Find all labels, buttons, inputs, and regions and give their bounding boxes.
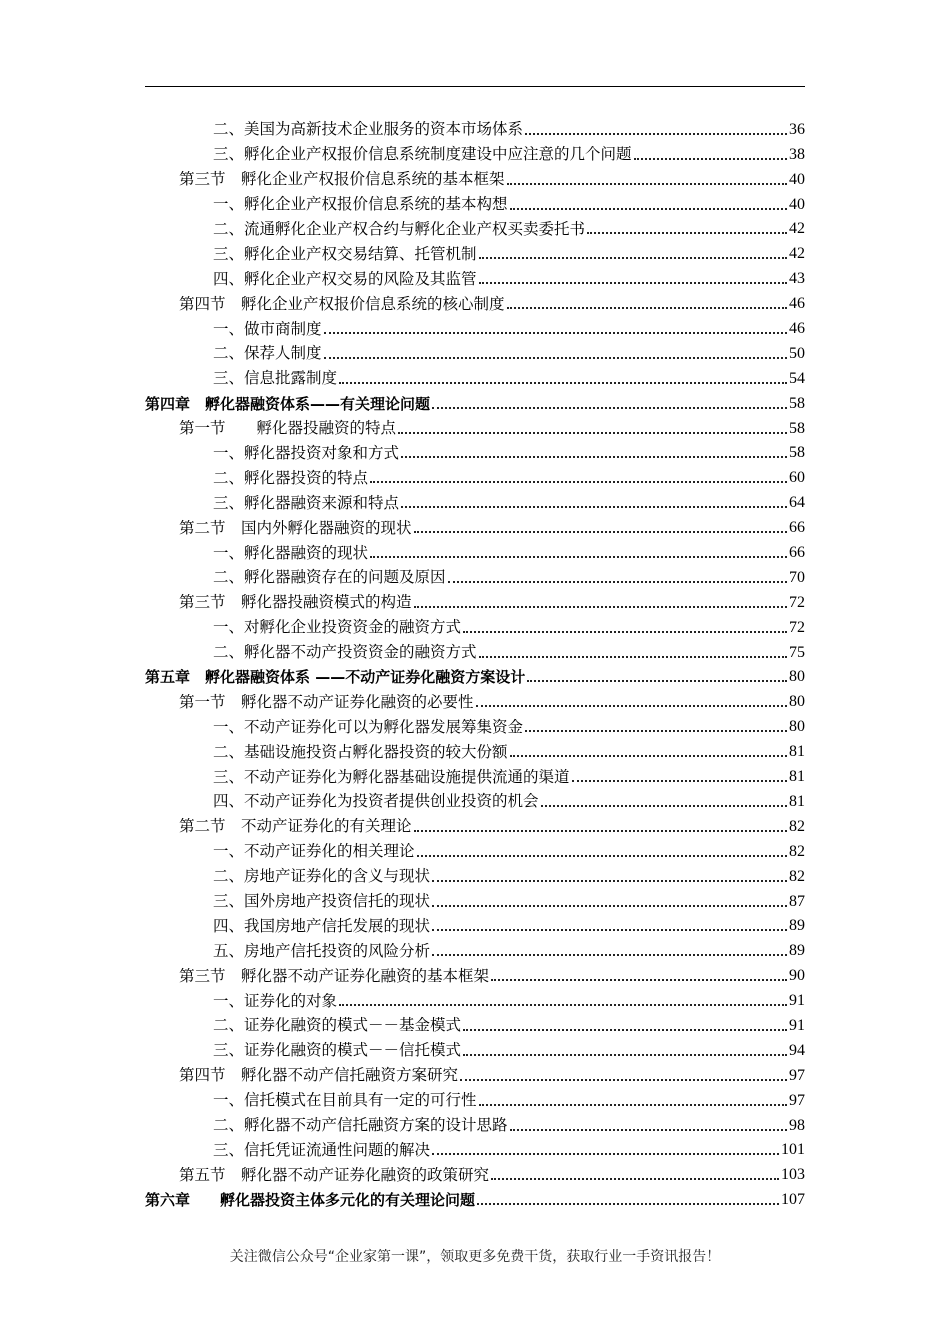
toc-entry-title: 第三节 孵化企业产权报价信息系统的基本框架 — [179, 170, 505, 189]
toc-entry-title: 一、孵化企业产权报价信息系统的基本构想 — [213, 195, 508, 214]
toc-entry-title: 一、孵化器融资的现状 — [213, 543, 369, 562]
toc-entry-title: 第四章 孵化器融资体系——有关理论问题 — [145, 394, 431, 413]
toc-entry-title: 四、孵化企业产权交易的风险及其监管 — [213, 269, 477, 288]
toc-page-number: 97 — [789, 1066, 805, 1084]
toc-entry-title: 二、美国为高新技术企业服务的资本市场体系 — [213, 120, 524, 139]
toc-entry-title: 三、信息批露制度 — [213, 369, 338, 388]
toc-page-number: 64 — [789, 494, 805, 512]
toc-dot-leader — [432, 929, 787, 931]
toc-page-number: 43 — [789, 270, 805, 288]
toc-page-number: 40 — [789, 195, 805, 213]
toc-section-entry[interactable] — [145, 811, 805, 836]
toc-dot-leader — [587, 232, 787, 234]
toc-page-number: 89 — [789, 942, 805, 960]
toc-page-number: 75 — [789, 643, 805, 661]
toc-subsection-entry[interactable] — [145, 1035, 805, 1060]
toc-page-number: 58 — [789, 394, 805, 412]
toc-subsection-entry[interactable] — [145, 562, 805, 587]
toc-entry-title: 第四节 孵化器不动产信托融资方案研究 — [179, 1066, 459, 1085]
toc-entry-title: 二、流通孵化企业产权合约与孵化企业产权买卖委托书 — [213, 219, 586, 238]
toc-dot-leader — [339, 1004, 787, 1006]
toc-entry-title: 一、信托模式在目前具有一定的可行性 — [213, 1091, 477, 1110]
toc-subsection-entry[interactable] — [145, 711, 805, 736]
toc-page-number: 82 — [789, 867, 805, 885]
toc-dot-leader — [432, 1153, 779, 1155]
toc-dot-leader — [463, 1029, 787, 1031]
toc-page-number: 70 — [789, 568, 805, 586]
toc-subsection-entry[interactable] — [145, 263, 805, 288]
toc-dot-leader — [525, 730, 787, 732]
toc-entry-title: 第五节 孵化器不动产证券化融资的政策研究 — [179, 1165, 490, 1184]
toc-entry-title: 第三节 孵化器投融资模式的构造 — [179, 593, 412, 612]
toc-page-number: 66 — [789, 519, 805, 537]
toc-entry-title: 五、房地产信托投资的风险分析 — [213, 941, 431, 960]
toc-subsection-entry[interactable] — [145, 363, 805, 388]
toc-subsection-entry[interactable] — [145, 1010, 805, 1035]
toc-section-entry[interactable] — [145, 960, 805, 985]
toc-chapter-entry[interactable] — [145, 1184, 805, 1209]
toc-dot-leader — [527, 680, 787, 682]
toc-chapter-entry[interactable] — [145, 662, 805, 687]
toc-dot-leader — [398, 432, 787, 434]
toc-entry-title: 三、孵化器融资来源和特点 — [213, 493, 400, 512]
toc-section-entry[interactable] — [145, 686, 805, 711]
toc-dot-leader — [432, 407, 787, 409]
toc-entry-title: 一、不动产证券化可以为孵化器发展筹集资金 — [213, 717, 524, 736]
toc-page-number: 87 — [789, 892, 805, 910]
toc-entry-title: 一、对孵化企业投资资金的融资方式 — [213, 618, 462, 637]
toc-page-number: 101 — [781, 1141, 805, 1159]
toc-page-number: 54 — [789, 369, 805, 387]
toc-subsection-entry[interactable] — [145, 1085, 805, 1110]
toc-subsection-entry[interactable] — [145, 462, 805, 487]
toc-dot-leader — [476, 705, 787, 707]
toc-subsection-entry[interactable] — [145, 612, 805, 637]
toc-subsection-entry[interactable] — [145, 836, 805, 861]
toc-entry-title: 第五章 孵化器融资体系 ——不动产证券化融资方案设计 — [145, 668, 526, 687]
toc-section-entry[interactable] — [145, 1060, 805, 1085]
toc-entry-title: 一、做市商制度 — [213, 319, 322, 338]
toc-subsection-entry[interactable] — [145, 139, 805, 164]
toc-dot-leader — [370, 556, 787, 558]
toc-page-number: 80 — [789, 718, 805, 736]
toc-dot-leader — [479, 282, 787, 284]
toc-dot-leader — [339, 382, 787, 384]
toc-dot-leader — [479, 257, 787, 259]
toc-dot-leader — [460, 1079, 787, 1081]
toc-section-entry[interactable] — [145, 1159, 805, 1184]
toc-entry-title: 二、孵化器融资存在的问题及原因 — [213, 568, 446, 587]
toc-entry-title: 一、证券化的对象 — [213, 991, 338, 1010]
toc-page-number: 80 — [789, 693, 805, 711]
toc-page-number: 82 — [789, 842, 805, 860]
toc-entry-title: 二、孵化器不动产投资资金的融资方式 — [213, 643, 477, 662]
toc-page-number: 90 — [789, 967, 805, 985]
toc-page-number: 72 — [789, 618, 805, 636]
toc-page-number: 60 — [789, 469, 805, 487]
toc-entry-title: 三、不动产证券化为孵化器基础设施提供流通的渠道 — [213, 767, 570, 786]
toc-entry-title: 四、我国房地产信托发展的现状 — [213, 916, 431, 935]
toc-dot-leader — [432, 880, 787, 882]
toc-dot-leader — [541, 805, 787, 807]
toc-page-number: 81 — [789, 743, 805, 761]
toc-entry-title: 二、基础设施投资占孵化器投资的较大份额 — [213, 742, 508, 761]
toc-entry-title: 第一节 孵化器不动产证券化融资的必要性 — [179, 692, 474, 711]
toc-section-entry[interactable] — [145, 587, 805, 612]
toc-section-entry[interactable] — [145, 164, 805, 189]
toc-entry-title: 三、国外房地产投资信托的现状 — [213, 892, 431, 910]
table-of-contents — [145, 114, 805, 1209]
toc-dot-leader — [324, 332, 787, 334]
toc-dot-leader — [510, 1129, 787, 1131]
toc-entry-title: 二、保荐人制度 — [213, 344, 322, 363]
toc-page-number: 66 — [789, 544, 805, 562]
toc-page-number: 38 — [789, 145, 805, 163]
toc-entry-title: 二、证券化融资的模式－－基金模式 — [213, 1016, 462, 1035]
toc-entry-title: 第四节 孵化企业产权报价信息系统的核心制度 — [179, 294, 505, 313]
toc-entry-title: 三、信托凭证流通性问题的解决 — [213, 1140, 431, 1159]
toc-subsection-entry[interactable] — [145, 637, 805, 662]
toc-entry-title: 第一节 孵化器投融资的特点 — [179, 419, 397, 438]
toc-dot-leader — [510, 208, 787, 210]
toc-entry-title: 第二节 国内外孵化器融资的现状 — [179, 518, 412, 537]
toc-subsection-entry[interactable] — [145, 886, 805, 911]
toc-page-number: 42 — [789, 245, 805, 263]
toc-section-entry[interactable] — [145, 288, 805, 313]
toc-page-number: 89 — [789, 917, 805, 935]
toc-page-number: 36 — [789, 120, 805, 138]
toc-subsection-entry[interactable] — [145, 238, 805, 263]
toc-subsection-entry[interactable] — [145, 761, 805, 786]
toc-entry-title: 四、不动产证券化为投资者提供创业投资的机会 — [213, 792, 539, 811]
toc-subsection-entry[interactable] — [145, 537, 805, 562]
toc-dot-leader — [448, 581, 787, 583]
toc-entry-title: 三、证券化融资的模式－－信托模式 — [213, 1041, 462, 1060]
toc-dot-leader — [432, 905, 787, 907]
toc-page-number: 81 — [789, 792, 805, 810]
toc-entry-title: 一、不动产证券化的相关理论 — [213, 842, 415, 861]
toc-subsection-entry[interactable] — [145, 985, 805, 1010]
toc-dot-leader — [370, 481, 787, 483]
toc-page-number: 97 — [789, 1091, 805, 1109]
toc-section-entry[interactable] — [145, 413, 805, 438]
toc-page-number: 82 — [789, 817, 805, 835]
toc-page-number: 91 — [789, 992, 805, 1010]
toc-dot-leader — [463, 1054, 787, 1056]
toc-subsection-entry[interactable] — [145, 338, 805, 363]
toc-page-number: 58 — [789, 419, 805, 437]
footer-promo-text: 关注微信公众号“企业家第一课”，领取更多免费干货，获取行业一手资讯报告！ — [229, 1249, 721, 1265]
toc-dot-leader — [491, 1178, 779, 1180]
toc-page-number: 46 — [789, 320, 805, 338]
toc-page-number: 80 — [789, 668, 805, 686]
toc-subsection-entry[interactable] — [145, 1135, 805, 1160]
toc-dot-leader — [401, 506, 787, 508]
toc-subsection-entry[interactable] — [145, 736, 805, 761]
toc-entry-title: 二、孵化器不动产信托融资方案的设计思路 — [213, 1116, 508, 1135]
toc-subsection-entry[interactable] — [145, 861, 805, 886]
toc-page-number: 107 — [781, 1191, 805, 1209]
toc-subsection-entry[interactable] — [145, 114, 805, 139]
toc-subsection-entry[interactable] — [145, 438, 805, 463]
toc-entry-title: 二、房地产证券化的含义与现状 — [213, 867, 431, 886]
toc-dot-leader — [401, 456, 787, 458]
toc-entry-title: 第六章 孵化器投资主体多元化的有关理论问题 — [145, 1191, 476, 1210]
toc-subsection-entry[interactable] — [145, 487, 805, 512]
toc-page-number: 98 — [789, 1116, 805, 1134]
toc-subsection-entry[interactable] — [145, 214, 805, 239]
toc-page-number: 58 — [789, 444, 805, 462]
toc-subsection-entry[interactable] — [145, 189, 805, 214]
toc-chapter-entry[interactable] — [145, 388, 805, 413]
toc-entry-title: 一、孵化器投资对象和方式 — [213, 443, 400, 462]
toc-dot-leader — [463, 631, 787, 633]
toc-dot-leader — [414, 531, 787, 533]
toc-subsection-entry[interactable] — [145, 935, 805, 960]
toc-page-number: 50 — [789, 344, 805, 362]
toc-entry-title: 第三节 孵化器不动产证券化融资的基本框架 — [179, 966, 490, 985]
toc-dot-leader — [479, 656, 787, 658]
toc-dot-leader — [432, 954, 787, 956]
toc-dot-leader — [479, 1104, 787, 1106]
toc-dot-leader — [634, 158, 787, 160]
toc-page-number: 40 — [789, 170, 805, 188]
toc-page-number: 103 — [781, 1166, 805, 1184]
toc-subsection-entry[interactable] — [145, 911, 805, 936]
toc-dot-leader — [324, 357, 787, 359]
toc-dot-leader — [525, 133, 787, 135]
toc-dot-leader — [507, 183, 787, 185]
toc-page-number: 81 — [789, 768, 805, 786]
toc-page-number: 46 — [789, 295, 805, 313]
toc-dot-leader — [414, 830, 787, 832]
toc-subsection-entry[interactable] — [145, 313, 805, 338]
toc-entry-title: 三、孵化企业产权报价信息系统制度建设中应注意的几个问题 — [213, 145, 632, 164]
toc-entry-title: 二、孵化器投资的特点 — [213, 468, 369, 487]
toc-dot-leader — [491, 979, 787, 981]
toc-dot-leader — [417, 855, 787, 857]
toc-dot-leader — [572, 780, 787, 782]
toc-entry-title: 三、孵化企业产权交易结算、托管机制 — [213, 244, 477, 263]
header-rule — [145, 86, 805, 87]
toc-dot-leader — [510, 755, 787, 757]
toc-subsection-entry[interactable] — [145, 1110, 805, 1135]
toc-subsection-entry[interactable] — [145, 786, 805, 811]
toc-entry-title: 第二节 不动产证券化的有关理论 — [179, 817, 412, 836]
toc-dot-leader — [507, 307, 787, 309]
toc-page-number: 72 — [789, 593, 805, 611]
toc-page-number: 42 — [789, 220, 805, 238]
toc-page-number: 91 — [789, 1016, 805, 1034]
toc-dot-leader — [477, 1203, 779, 1205]
toc-page-number: 94 — [789, 1041, 805, 1059]
toc-section-entry[interactable] — [145, 512, 805, 537]
toc-dot-leader — [414, 606, 787, 608]
